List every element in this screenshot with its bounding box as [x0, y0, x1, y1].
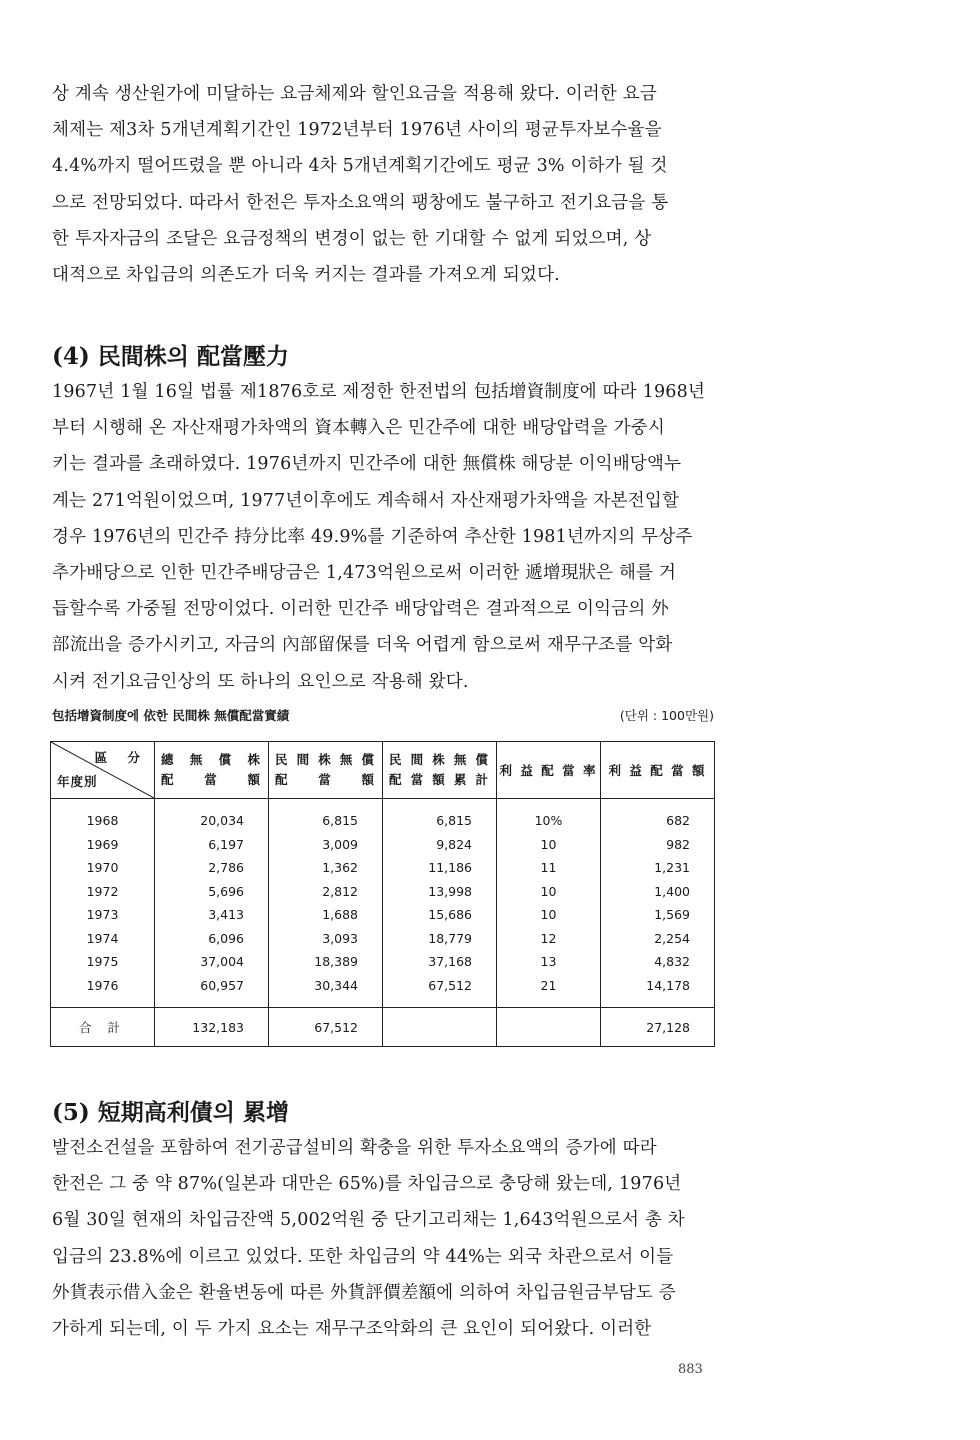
cell-private: 3,009	[269, 833, 383, 857]
cell-total: 5,696	[155, 880, 269, 904]
cell-amount: 1,569	[601, 903, 715, 927]
cell-private: 1,362	[269, 856, 383, 880]
cell-year: 1970	[51, 856, 155, 880]
paragraph-1	[52, 76, 732, 293]
header-cumulative	[383, 742, 497, 799]
cell-rate: 10	[497, 833, 601, 857]
header-total	[155, 742, 269, 799]
cell-amount: 14,178	[601, 974, 715, 1008]
table-row	[51, 880, 715, 904]
cell-rate: 13	[497, 950, 601, 974]
cell-cumulative: 67,512	[383, 974, 497, 1008]
text-line: 발전소건설을 포함하여 전기공급설비의 확충을 위한 투자소요액의 증가에 따라	[52, 1138, 657, 1158]
text-line: 1967년 1월 16일 법률 제1876호로 제정한 한전법의 包括增資制度에 따라 1968년	[52, 382, 706, 402]
cell-private: 3,093	[269, 927, 383, 951]
table-total-row	[51, 1008, 715, 1047]
header-amount: 利 益 配 當 額	[601, 742, 715, 799]
cell-cumulative: 6,815	[383, 799, 497, 833]
text-line: 한전은 그 중 약 87%(일본과 대만은 65%)를 차입금으로 충당해 왔는데, 1976년	[52, 1174, 682, 1195]
header-private	[269, 742, 383, 799]
table-title: 包括增資制度에 依한 民間株 無償配當實績	[52, 708, 290, 723]
cell-cumulative: 9,824	[383, 833, 497, 857]
table-row	[51, 974, 715, 1008]
section-heading-4: (4) 民間株의 配當壓力	[52, 343, 290, 370]
page-number: 883	[678, 1362, 703, 1377]
cell-amount: 2,254	[601, 927, 715, 951]
cell-total: 37,004	[155, 950, 269, 974]
table-row	[51, 927, 715, 951]
table-row	[51, 856, 715, 880]
cell-private: 2,812	[269, 880, 383, 904]
total-label: 合 計	[51, 1008, 155, 1047]
cell-cumulative: 18,779	[383, 927, 497, 951]
text-line: 체제는 제3차 5개년계획기간인 1972년부터 1976년 사이의 평균투자보수율을	[52, 120, 662, 141]
cell-rate: 10	[497, 903, 601, 927]
text-line: 추가배당으로 인한 민간주배당금은 1,473억원으로써 이러한 遞增現狀은 해를 거	[52, 563, 677, 584]
total-total: 132,183	[155, 1008, 269, 1047]
cell-private: 6,815	[269, 799, 383, 833]
cell-cumulative: 15,686	[383, 903, 497, 927]
cell-rate: 12	[497, 927, 601, 951]
cell-private: 18,389	[269, 950, 383, 974]
total-private: 67,512	[269, 1008, 383, 1047]
cell-amount: 4,832	[601, 950, 715, 974]
dividend-table	[50, 741, 715, 1047]
header-line: 總 無 償 株	[161, 752, 262, 767]
header-line: 配 當 額	[161, 772, 262, 787]
header-line: 民 間 株 無 償	[389, 752, 490, 767]
cell-total: 3,413	[155, 903, 269, 927]
header-year: 年度別	[57, 774, 98, 789]
cell-private: 30,344	[269, 974, 383, 1008]
text-line: 계는 271억원이었으며, 1977년이후에도 계속해서 자산재평가차액을 자본전입할	[52, 490, 680, 511]
text-line: 가하게 되는데, 이 두 가지 요소는 재무구조악화의 큰 요인이 되어왔다. 이러한	[52, 1319, 652, 1340]
table-row	[51, 950, 715, 974]
table-row	[51, 903, 715, 927]
cell-rate: 21	[497, 974, 601, 1008]
text-line: 外貨表示借入金은 환율변동에 따른 外貨評價差額에 의하여 차입금원금부담도 증	[52, 1282, 676, 1303]
text-line: 상 계속 생산원가에 미달하는 요금체제와 할인요금을 적용해 왔다. 이러한 요금	[52, 84, 657, 104]
paragraph-3	[52, 1130, 732, 1347]
cell-year: 1968	[51, 799, 155, 833]
cell-year: 1976	[51, 974, 155, 1008]
section-heading-5: (5) 短期高利債의 累增	[52, 1099, 290, 1126]
cell-rate: 10	[497, 880, 601, 904]
text-line: 부터 시행해 온 자산재평가차액의 資本轉入은 민간주에 대한 배당압력을 가중시	[52, 418, 665, 439]
cell-amount: 682	[601, 799, 715, 833]
cell-year: 1973	[51, 903, 155, 927]
table-unit: (단위 : 100만원)	[619, 708, 714, 723]
table-row	[51, 799, 715, 833]
header-rate: 利 益 配 當 率	[497, 742, 601, 799]
cell-rate: 10%	[497, 799, 601, 833]
cell-amount: 1,231	[601, 856, 715, 880]
paragraph-2	[52, 374, 732, 700]
cell-year: 1975	[51, 950, 155, 974]
cell-total: 60,957	[155, 974, 269, 1008]
cell-year: 1974	[51, 927, 155, 951]
cell-year: 1972	[51, 880, 155, 904]
cell-amount: 1,400	[601, 880, 715, 904]
cell-total: 20,034	[155, 799, 269, 833]
header-category: 區 分	[94, 750, 148, 765]
cell-rate: 11	[497, 856, 601, 880]
header-line: 配 當 額	[275, 772, 376, 787]
text-line: 입금의 23.8%에 이르고 있었다. 또한 차입금의 약 44%는 외국 차관으로서 이들	[52, 1246, 674, 1267]
cell-cumulative: 37,168	[383, 950, 497, 974]
cell-year: 1969	[51, 833, 155, 857]
text-line: 으로 전망되었다. 따라서 한전은 투자소요액의 팽창에도 불구하고 전기요금을 통	[52, 192, 669, 213]
cell-private: 1,688	[269, 903, 383, 927]
total-amount: 27,128	[601, 1008, 715, 1047]
total-rate	[497, 1008, 601, 1047]
cell-amount: 982	[601, 833, 715, 857]
text-line: 4.4%까지 떨어뜨렸을 뿐 아니라 4차 5개년계획기간에도 평균 3% 이하가 될 것	[52, 156, 668, 177]
cell-total: 2,786	[155, 856, 269, 880]
table-header-row	[51, 742, 715, 799]
text-line: 경우 1976년의 민간주 持分比率 49.9%를 기준하여 추산한 1981년까지의 무상주	[52, 526, 693, 547]
text-line: 6월 30일 현재의 차입금잔액 5,002억원 중 단기고리채는 1,643억원으로서 총 차	[52, 1210, 685, 1231]
text-line: 시켜 전기요금인상의 또 하나의 요인으로 작용해 왔다.	[52, 671, 469, 692]
cell-total: 6,197	[155, 833, 269, 857]
header-line: 配 當 額 累 計	[389, 772, 490, 787]
diagonal-header-cell	[51, 742, 155, 799]
cell-cumulative: 13,998	[383, 880, 497, 904]
table-row	[51, 833, 715, 857]
header-line: 民 間 株 無 償	[275, 752, 376, 767]
text-line: 키는 결과를 초래하였다. 1976년까지 민간주에 대한 無償株 해당분 이익배당액누	[52, 454, 682, 475]
cell-total: 6,096	[155, 927, 269, 951]
text-line: 部流出을 증가시키고, 자금의 內部留保를 더욱 어렵게 함으로써 재무구조를 악화	[52, 635, 673, 656]
text-line: 한 투자자금의 조달은 요금정책의 변경이 없는 한 기대할 수 없게 되었으며, 상	[52, 228, 652, 249]
total-cumulative	[383, 1008, 497, 1047]
text-line: 대적으로 차입금의 의존도가 더욱 커지는 결과를 가져오게 되었다.	[52, 265, 560, 286]
text-line: 듭할수록 가중될 전망이었다. 이러한 민간주 배당압력은 결과적으로 이익금의 外	[52, 599, 669, 620]
cell-cumulative: 11,186	[383, 856, 497, 880]
